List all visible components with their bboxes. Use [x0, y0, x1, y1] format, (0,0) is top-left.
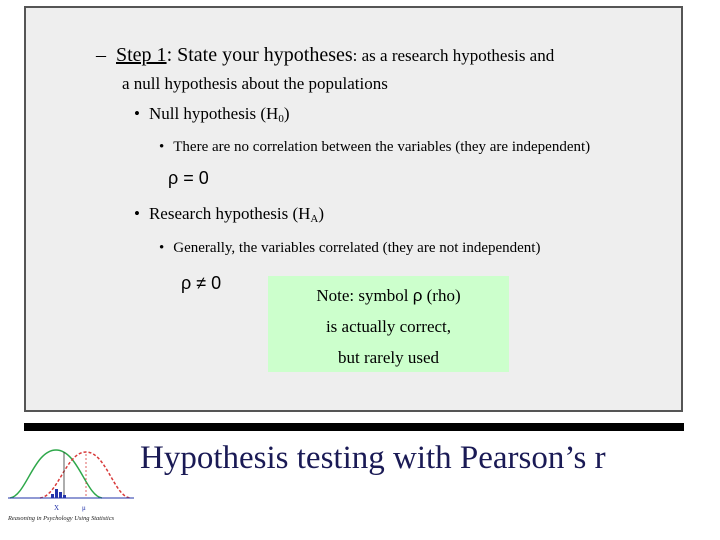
research-detail-item [159, 240, 540, 257]
note-box [268, 276, 509, 372]
step-label: Step 1 [116, 44, 167, 66]
research-hypothesis-item [134, 204, 324, 225]
research-detail: Generally, the variables correlated (they are not independent) [173, 240, 541, 256]
note-suffix: (rho) [422, 286, 461, 305]
research-formula: ρ ≠ 0 [181, 273, 222, 293]
note-line2: is actually correct, [325, 317, 452, 336]
null-detail-item [159, 139, 590, 156]
bar-icon [55, 489, 58, 498]
logo-caption: Reasoning in Psychology Using Statistics [8, 515, 115, 522]
bullet-icon: • [159, 139, 165, 155]
bar-icon [59, 492, 62, 498]
note-rho: ρ [412, 286, 423, 305]
bar-icon [51, 494, 54, 498]
null-subscript: 0 [278, 113, 284, 125]
divider-bar [24, 423, 684, 431]
logo-label-x: X [54, 504, 60, 512]
research-subscript: A [310, 213, 319, 225]
step-line2: a null hypothesis about the populations [122, 74, 388, 93]
slide-title: Hypothesis testing with Pearson’s r [140, 440, 606, 476]
note-prefix: Note: symbol [316, 286, 413, 305]
dash-bullet: – [96, 44, 106, 66]
research-close: ) [318, 204, 325, 223]
null-hypothesis-item [134, 104, 290, 125]
null-formula: ρ = 0 [168, 168, 209, 188]
null-detail: There are no correlation between the variables (they are independent) [173, 139, 591, 155]
bullet-icon: • [134, 204, 140, 223]
bullet-icon: • [159, 240, 165, 256]
null-label: Null hypothesis (H [148, 104, 279, 123]
research-label: Research hypothesis (H [148, 204, 311, 223]
note-line3: but rarely used [337, 348, 440, 367]
course-logo [4, 440, 140, 526]
red-curve-icon [40, 452, 130, 498]
step-heading [96, 44, 554, 67]
step-continuation: : as a research hypothesis and [352, 46, 555, 65]
step-text: : State your hypotheses [166, 44, 353, 66]
logo-label-mu0: μ [82, 504, 86, 512]
bullet-icon: • [134, 104, 140, 123]
null-close: ) [283, 104, 290, 123]
note-line1 [268, 280, 509, 311]
